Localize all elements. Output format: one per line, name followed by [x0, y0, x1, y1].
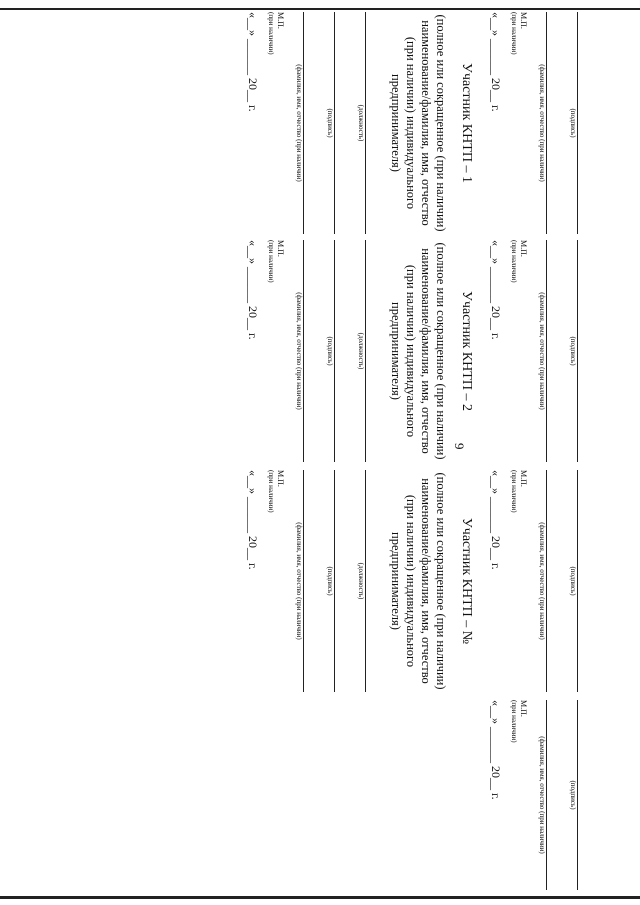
name-line — [546, 470, 547, 692]
mp-note: (при наличии) — [510, 470, 518, 513]
position-caption: (должность) — [357, 104, 366, 142]
mp-label: М.П. — [519, 470, 528, 487]
mp-note: (при наличии) — [510, 12, 518, 55]
participant-1-block — [246, 12, 579, 234]
participant-2-title: Участник КНТП – 2 — [459, 291, 475, 411]
date-line: «__» ______ 20__ г. — [246, 12, 261, 112]
signature-caption: (подпись) — [326, 336, 335, 366]
name-line — [546, 700, 547, 890]
stamp-place — [267, 470, 286, 692]
name-line — [546, 12, 547, 234]
mp-note: (при наличии) — [267, 240, 276, 283]
name-line — [303, 470, 304, 692]
mp-label: М.П. — [276, 240, 286, 257]
signature-line — [334, 240, 335, 462]
signature-line — [334, 470, 335, 692]
mp-note: (при наличии) — [510, 700, 518, 743]
signature-caption: (подпись) — [569, 780, 577, 810]
name-caption: (фамилия, имя, отчество (при наличии) — [538, 736, 546, 854]
name-line — [303, 12, 304, 234]
name-caption: (фамилия, имя, отчество (при наличии) — [295, 522, 304, 640]
signature-caption: (подпись) — [326, 108, 335, 138]
mp-label: М.П. — [519, 700, 528, 717]
participant-n-block — [246, 470, 579, 692]
signature-line — [577, 700, 578, 890]
stamp-place — [509, 470, 528, 692]
signature-caption: (подпись) — [326, 566, 335, 596]
signature-caption: (подпись) — [569, 566, 577, 596]
signature-line — [334, 12, 335, 234]
participant-n-title: Участник КНТП – № — [459, 517, 475, 645]
mp-label: М.П. — [276, 12, 286, 29]
name-caption: (фамилия, имя, отчество (при наличии) — [538, 64, 546, 182]
participant-1-description: (полное или сокращенное (при наличии) наименование/фамилия, имя, отчество (при наличии) индивидуального предпринимателя) — [389, 14, 449, 232]
mp-note: (при наличии) — [510, 240, 518, 283]
signature-caption: (подпись) — [569, 336, 577, 366]
position-line — [365, 12, 366, 234]
signature-line — [577, 12, 578, 234]
name-caption: (фамилия, имя, отчество (при наличии) — [538, 292, 546, 410]
participant-2-description: (полное или сокращенное (при наличии) наименование/фамилия, имя, отчество (при наличии) индивидуального предпринимателя) — [389, 242, 449, 460]
name-line — [303, 240, 304, 462]
name-line — [546, 240, 547, 462]
position-line — [365, 470, 366, 692]
mp-label: М.П. — [519, 240, 528, 257]
stamp-place — [509, 700, 528, 890]
signature-caption: (подпись) — [569, 108, 577, 138]
date-line: «__» ______ 20__ г. — [489, 240, 504, 340]
name-caption: (фамилия, имя, отчество (при наличии) — [295, 292, 304, 410]
stamp-place — [509, 12, 528, 234]
name-caption: (фамилия, имя, отчество (при наличии) — [295, 64, 304, 182]
stamp-place — [509, 240, 528, 462]
page-number: 9 — [452, 443, 467, 450]
date-line: «__» ______ 20__ г. — [489, 12, 504, 112]
signature-line — [577, 240, 578, 462]
mp-label: М.П. — [276, 470, 286, 487]
date-line: «__» ______ 20__ г. — [489, 470, 504, 570]
name-caption: (фамилия, имя, отчество (при наличии) — [538, 522, 546, 640]
signature-line — [577, 470, 578, 692]
participant-n-description: (полное или сокращенное (при наличии) наименование/фамилия, имя, отчество (при наличии) индивидуального предпринимателя) — [389, 472, 449, 690]
stamp-place — [267, 240, 286, 462]
mp-label: М.П. — [519, 12, 528, 29]
date-line: «__» ______ 20__ г. — [246, 470, 261, 570]
stamp-place — [267, 12, 286, 234]
mp-note: (при наличии) — [267, 12, 276, 55]
mp-note: (при наличии) — [267, 470, 276, 513]
date-line: «__» ______ 20__ г. — [489, 700, 504, 800]
position-line — [365, 240, 366, 462]
participant-2-block — [246, 240, 579, 462]
participant-1-title: Участник КНТП – 1 — [459, 63, 475, 183]
date-line: «__» ______ 20__ г. — [246, 240, 261, 340]
position-caption: (должность) — [357, 332, 366, 370]
position-caption: (должность) — [357, 562, 366, 600]
final-signatory-block — [488, 700, 578, 890]
